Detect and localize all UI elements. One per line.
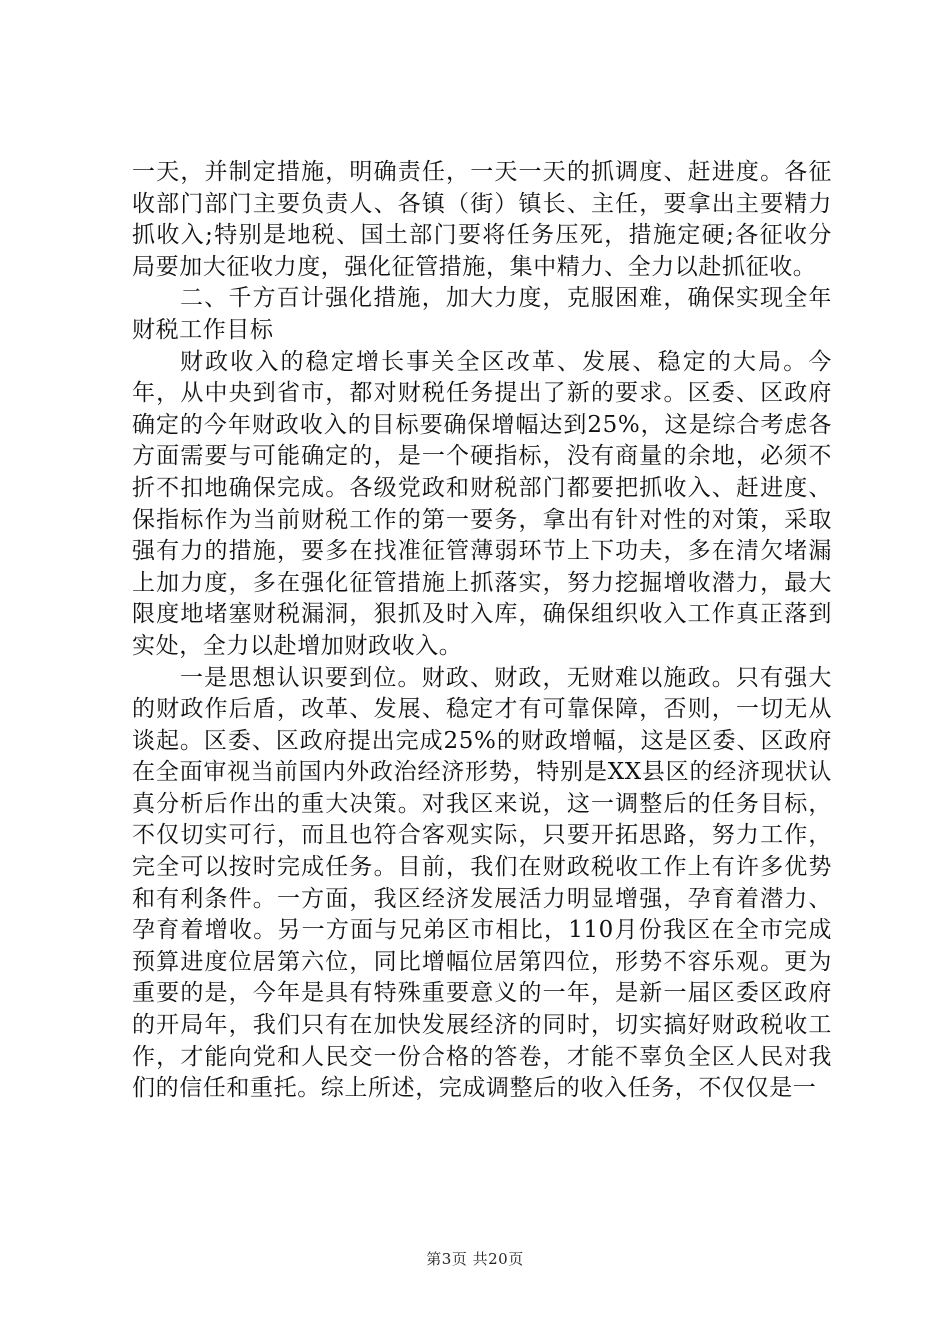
section-heading: 二、千方百计强化措施，加大力度，克服困难，确保实现全年财税工作目标 bbox=[132, 285, 832, 343]
paragraph-awareness: 一是思想认识要到位。财政、财政，无财难以施政。只有强大的财政作后盾，改革、发展、稳定才有可靠保障，否则，一切无从谈起。区委、区政府提出完成25%的财政增幅，这是区委、区政府在全面审视当前国内外政治经济形势，特别是XX县区的经济现状认真分析后作出的重大决策。对我区来说，这一调整后的任务目标，不仅切实可行，而且也符合客观实际，只要开拓思路，努力工作，完全可以按时完成任务。目前，我们在财政税收工作上有许多优势和有利条件。一方面，我区经济发展活力明显增强，孕育着潜力、孕育着增收。另一方面与兄弟区市相比，110月份我区在全市完成预算进度位居第六位，同比增幅位居第四位，形势不容乐观。更为重要的是，今年是具有特殊重要意义的一年，是新一届区委区政府的开局年，我们只有在加快发展经济的同时，切实搞好财政税收工作，才能向党和人民交一份合格的答卷，才能不辜负全区人民对我们的信任和重托。综上所述，完成调整后的收入任务，不仅仅是一 bbox=[132, 664, 832, 1102]
page-footer: 第3页 共20页 bbox=[426, 1250, 524, 1268]
paragraph-revenue-growth: 财政收入的稳定增长事关全区改革、发展、稳定的大局。今年，从中央到省市，都对财税任务提出了新的要求。区委、区政府确定的今年财政收入的目标要确保增幅达到25%，这是综合考虑各方面需要与可能确定的，是一个硬指标，没有商量的余地，必须不折不扣地确保完成。各级党政和财税部门都要把抓收入、赶进度、保指标作为当前财税工作的第一要务，拿出有针对性的对策，采取强有力的措施，要多在找准征管薄弱环节上下功夫，多在清欠堵漏上加力度，多在强化征管措施上抓落实，努力挖掘增收潜力，最大限度地堵塞财税漏洞，狠抓及时入库，确保组织收入工作真正落到实处，全力以赴增加财政收入。 bbox=[132, 348, 832, 659]
document-body bbox=[132, 157, 832, 1105]
paragraph-continuation: 一天，并制定措施，明确责任，一天一天的抓调度、赶进度。各征收部门部门主要负责人、各镇（街）镇长、主任，要拿出主要精力抓收入;特别是地税、国土部门要将任务压死，措施定硬;各征收分局要加大征收力度，强化征管措施，集中精力、全力以赴抓征收。 bbox=[132, 159, 832, 280]
